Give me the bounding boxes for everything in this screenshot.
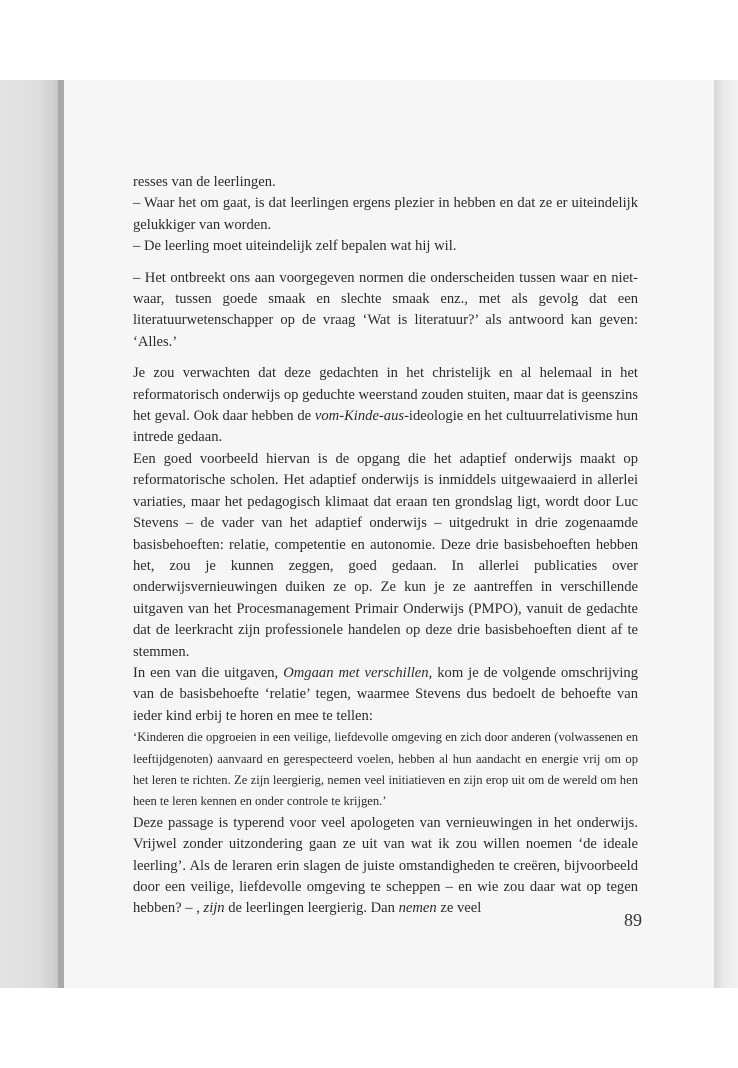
paragraph-4-text-b: de leerlingen leergierig. Dan [224,900,399,917]
opening-fragment: resses van de leerlingen. [133,174,276,190]
paragraph-3-italic: Omgaan met verschillen [283,664,429,681]
bullet-item-2: – De leerling moet uiteindelijk zelf bepalen wat hij wil. [133,238,457,255]
paragraph-1 [133,363,638,449]
bullet-item-3: – Het ontbreekt ons aan voorgegeven normen die onderscheiden tussen waar en niet-waar, tussen goede smaak en slechte smaak enz., met als gevolg dat een literatuurwetenschapper op de vraag ‘Wat is literatuur?’ als antwoord kan geven: ‘Alles.’ [133,269,638,350]
paragraph-4-text-c: ze veel [436,900,482,917]
paragraph-2: Een goed voorbeeld hiervan is de opgang die het adaptief onderwijs maakt op reformatorische scholen. Het adaptief onderwijs is inmiddels uitgewaaierd in allerlei variaties, maar het pedagogisch klimaat dat eraan ten grondslag ligt, wordt door Luc Stevens – de vader van het adaptief onderwijs – uitgedrukt in drie zogenaamde basisbehoeften: relatie, competentie en autonomie. Deze drie basisbehoeften hebben het, zou je kunnen zeggen, goed gedaan. In allerlei publicaties over onderwijsvernieuwingen duiken ze op. Ze kun je ze aantreffen in verschillende uitgaven van het Procesmanagement Primair Onderwijs (PMPO), vanuit de gedachte dat de leerkracht zijn professionele handelen op deze drie basisbehoeften dient af te stemmen. [133,450,638,660]
spacer [133,353,638,363]
paragraph-3 [133,663,638,727]
paragraph-4-italic-a: zijn [203,900,225,917]
paragraph-4-text-a: Deze passage is typerend voor veel apologeten van vernieuwingen in het onderwijs. Vrijwel zonder uitzondering gaan ze uit van wat ik zou willen noemen ‘de ideale leerling’. Als de leraren erin slagen de juiste omstandigheden te creëren, bijvoorbeeld door een veilige, liefdevolle omgeving te scheppen – en wie zou daar wat op tegen hebben? – , [133,814,638,917]
page-edge [714,80,738,988]
block-quote: ‘Kinderen die opgroeien in een veilige, liefdevolle omgeving en zich door anderen (volwassenen en leeftijdgenoten) aanvaard en gerespecteerd voelen, hebben al hun aandacht en energie vrij om op het leren te richten. Ze zijn leergierig, nemen veel initiatieven en zijn erop uit om de wereld om hen heen te leren kennen en onder controle te krijgen.’ [133,730,638,809]
paragraph-4 [133,813,638,920]
spacer [133,258,638,268]
paragraph-1-italic: vom-Kinde-aus [314,408,405,425]
book-spine [0,80,64,988]
paragraph-1-text-a: Je zou verwachten dat deze gedachten in het christelijk en al helemaal in het reformatorisch onderwijs op geduchte weerstand zouden stuiten, maar dat is geenszins het geval. Ook daar hebben de [133,365,638,425]
paragraph-3-text-a: In een van die uitgaven, [133,664,284,681]
paragraph-1-text-b: -ideologie en het cultuurrelativisme hun intrede gedaan. [133,408,638,446]
bullet-item-1: – Waar het om gaat, is dat leerlingen ergens plezier in hebben en dat ze er uiteindelijk gelukkiger van worden. [133,195,638,233]
paragraph-4-italic-b: nemen [398,900,437,917]
page-number: 89 [624,910,642,930]
paragraph-3-text-b: , kom je de volgende omschrijving van de basisbehoefte ‘relatie’ tegen, waarmee Stevens dus bedoelt de behoefte van ieder kind erbij te horen en mee te tellen: [133,664,639,724]
page-text [133,172,638,920]
